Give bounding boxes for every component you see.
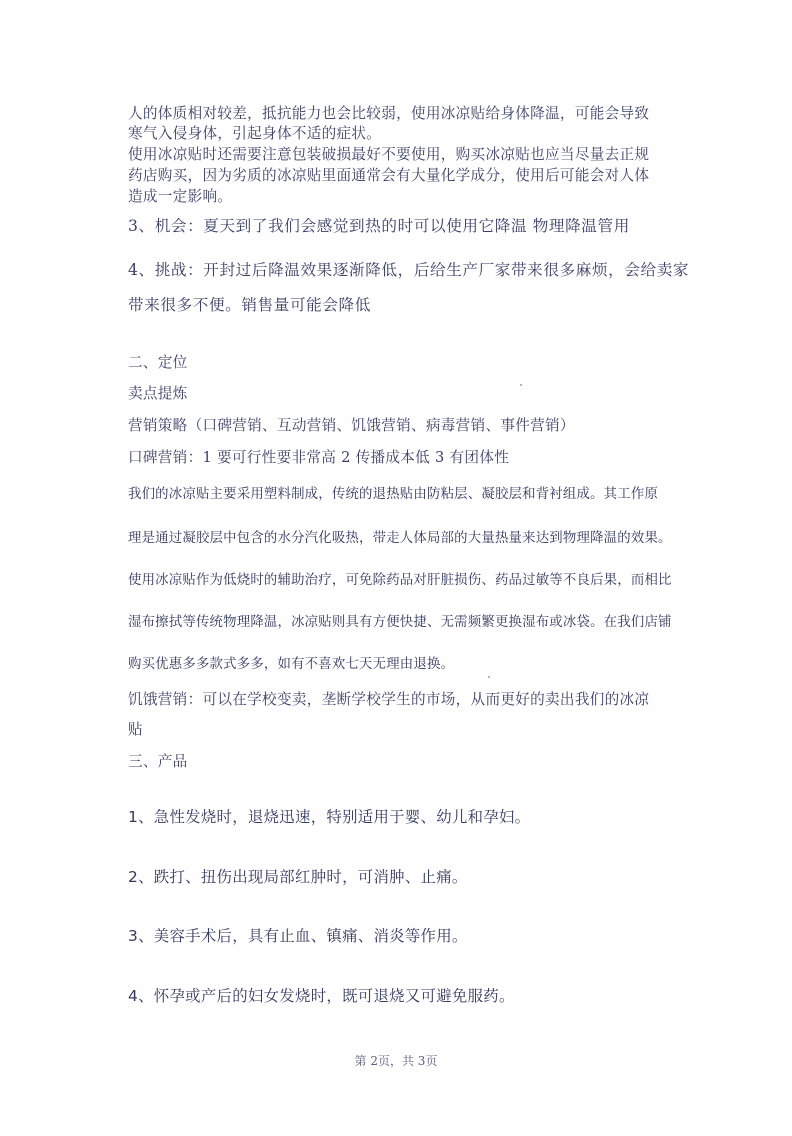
product-item-4: 4、怀孕或产后的妇女发烧时，既可退烧又可避免服药。: [128, 987, 515, 1005]
section-3-heading: 三、产品: [128, 753, 188, 770]
selling-points-label: 卖点提炼: [128, 385, 188, 402]
description-line-2: 理是通过凝胶层中包含的水分汽化吸热，带走人体局部的大量热量来达到物理降温的效果。: [128, 531, 672, 546]
challenge-line-2: 带来很多不便。销售量可能会降低: [128, 296, 371, 314]
challenge-line-1: 4、挑战：开封过后降温效果逐渐降低，后给生产厂家带来很多麻烦，会给卖家: [128, 261, 690, 279]
word-of-mouth-text: 口碑营销：1 要可行性要非常高 2 传播成本低 3 有团体性: [128, 449, 510, 466]
scan-speck: [520, 384, 522, 386]
marketing-strategy-text: 营销策略（口碑营销、互动营销、饥饿营销、病毒营销、事件营销）: [128, 417, 575, 434]
hunger-marketing-line-1: 饥饿营销：可以在学校变卖，垄断学校学生的市场，从而更好的卖出我们的冰凉: [128, 691, 650, 708]
intro-line-5: 造成一定影响。: [128, 188, 233, 205]
product-item-2: 2、跌打、扭伤出现局部红肿时，可消肿、止痛。: [128, 868, 468, 886]
intro-line-3: 使用冰凉贴时还需要注意包装破损最好不要使用，购买冰凉贴也应当尽量去正规: [128, 146, 650, 163]
intro-line-4: 药店购买，因为劣质的冰凉贴里面通常会有大量化学成分，使用后可能会对人体: [128, 167, 650, 184]
description-line-1: 我们的冰凉贴主要采用塑料制成，传统的退热贴由防粘层、凝胶层和背衬组成。其工作原: [128, 487, 659, 502]
description-line-4: 湿布擦拭等传统物理降温，冰凉贴则具有方便快捷、无需频繁更换湿布或冰袋。在我们店铺: [128, 615, 672, 630]
product-item-1: 1、急性发烧时，退烧迅速，特别适用于婴、幼儿和孕妇。: [128, 808, 531, 826]
scan-speck: [488, 676, 490, 678]
page-footer: 第 2页，共 3页: [354, 1054, 438, 1068]
description-line-5: 购买优惠多多款式多多，如有不喜欢七天无理由退换。: [128, 657, 455, 672]
description-line-3: 使用冰凉贴作为低烧时的辅助治疗，可免除药品对肝脏损伤、药品过敏等不良后果，而相比: [128, 573, 672, 588]
intro-line-2: 寒气入侵身体，引起身体不适的症状。: [128, 125, 382, 142]
product-item-3: 3、美容手术后，具有止血、镇痛、消炎等作用。: [128, 927, 468, 945]
hunger-marketing-line-2: 贴: [128, 721, 143, 738]
intro-line-1: 人的体质相对较差，抵抗能力也会比较弱，使用冰凉贴给身体降温，可能会导致: [128, 105, 650, 122]
section-2-heading: 二、定位: [128, 354, 188, 371]
opportunity-text: 3、机会：夏天到了我们会感觉到热的时可以使用它降温 物理降温管用: [128, 217, 630, 235]
